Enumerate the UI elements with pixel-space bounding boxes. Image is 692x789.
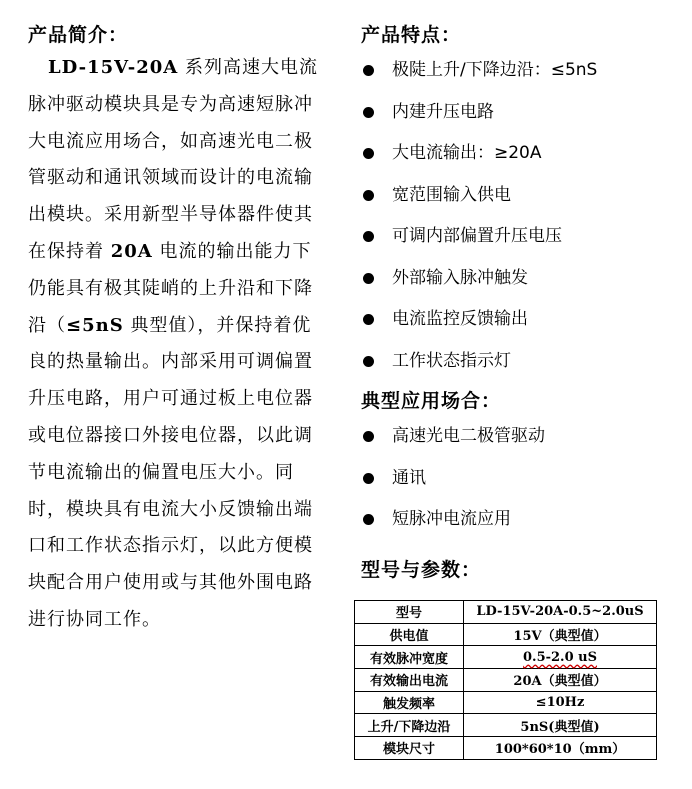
bullet-icon <box>363 190 374 201</box>
application-item: 高速光电二极管驱动 <box>361 416 671 458</box>
application-item: 短脉冲电流应用 <box>361 499 671 541</box>
feature-item: 工作状态指示灯 <box>361 341 671 383</box>
intro-heading: 产品简介： <box>28 24 129 46</box>
features-list <box>361 50 671 382</box>
bullet-icon <box>363 231 374 242</box>
bullet-icon <box>363 273 374 284</box>
spec-key: 有效脉冲宽度 <box>355 646 464 669</box>
feature-item: 宽范围输入供电 <box>361 175 671 217</box>
spec-value: 100*60*10（mm） <box>464 737 657 760</box>
spec-value: 5nS(典型值) <box>464 714 657 737</box>
feature-item: 电流监控反馈输出 <box>361 299 671 341</box>
applications-list <box>361 416 671 541</box>
spec-key: 上升/下降边沿 <box>355 714 464 737</box>
applications-heading: 典型应用场合： <box>361 390 502 412</box>
table-row <box>355 601 657 624</box>
spec-key: 触发频率 <box>355 691 464 714</box>
bullet-icon <box>363 514 374 525</box>
spec-value: 0.5-2.0 uS <box>464 646 657 669</box>
bullet-icon <box>363 148 374 159</box>
bullet-icon <box>363 431 374 442</box>
intro-paragraph: LD-15V-20A 系列高速大电流脉冲驱动模块具是专为高速短脉冲大电流应用场合，如高速光电二极管驱动和通讯领域而设计的电流输出模块。采用新型半导体器件使其在保持着 20A 电流的输出能力下仍能具有极其陡峭的上升沿和下降沿（≤5nS 典型值），并保持着优良的热量输出。内部采用可调偏置升压电路，用户可通过板上电位器或电位器接口外接电位器，以此调节电流输出的偏置电压大小。同时，模块具有电流大小反馈输出端口和工作状态指示灯，以此方便模块配合用户使用或与其他外围电路进行协同工作。 <box>28 57 318 630</box>
spec-value: LD-15V-20A-0.5~2.0uS <box>464 601 657 624</box>
spec-key: 供电值 <box>355 623 464 646</box>
table-row <box>355 646 657 669</box>
bullet-icon <box>363 314 374 325</box>
table-row <box>355 623 657 646</box>
feature-item: 内建升压电路 <box>361 92 671 134</box>
feature-item: 大电流输出：≥20A <box>361 133 671 175</box>
application-item: 通讯 <box>361 458 671 500</box>
feature-item: 极陡上升/下降边沿：≤5nS <box>361 50 671 92</box>
spec-key: 模块尺寸 <box>355 737 464 760</box>
table-row <box>355 691 657 714</box>
feature-item: 外部输入脉冲触发 <box>361 258 671 300</box>
spec-value: ≤10Hz <box>464 691 657 714</box>
specs-heading: 型号与参数： <box>361 558 482 581</box>
spec-key: 型号 <box>355 601 464 624</box>
bullet-icon <box>363 65 374 76</box>
table-row <box>355 714 657 737</box>
bullet-icon <box>363 107 374 118</box>
spec-key: 有效输出电流 <box>355 669 464 692</box>
spec-value: 15V（典型值） <box>464 623 657 646</box>
features-heading: 产品特点： <box>361 24 462 46</box>
table-row <box>355 737 657 760</box>
table-row <box>355 669 657 692</box>
bullet-icon <box>363 473 374 484</box>
right-column <box>361 20 671 585</box>
specs-table <box>354 600 657 760</box>
spec-value: 20A（典型值） <box>464 669 657 692</box>
model-name: LD-15V-20A <box>48 57 179 78</box>
intro-section <box>28 20 328 639</box>
feature-item: 可调内部偏置升压电压 <box>361 216 671 258</box>
bullet-icon <box>363 356 374 367</box>
